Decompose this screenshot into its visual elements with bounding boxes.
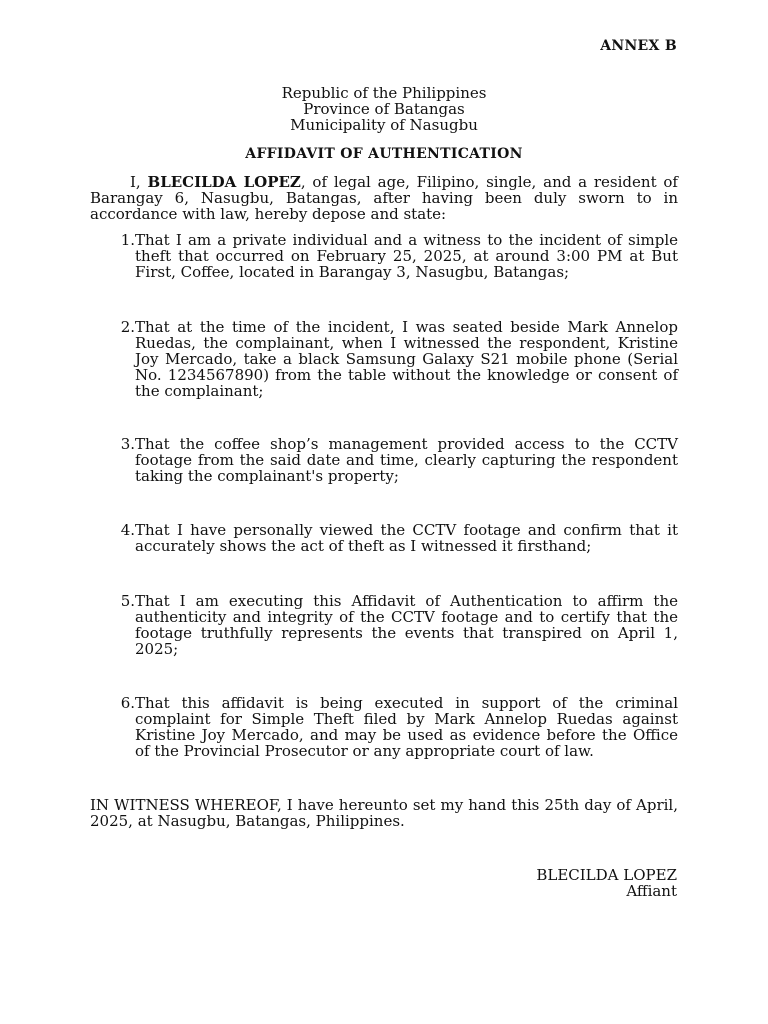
list-item-number: 1.: [120, 231, 135, 249]
signature-block: [536, 867, 677, 899]
document-header: [0, 85, 768, 133]
list-item: [90, 522, 678, 554]
witness-clause: IN WITNESS WHEREOF, I have hereunto set my hand this 25th day of April, 2025, at Nasugbu, Batangas, Philippines.: [90, 796, 678, 830]
list-item-number: 3.: [120, 435, 135, 453]
list-item-number: 2.: [120, 318, 135, 336]
document-title: AFFIDAVIT OF AUTHENTICATION: [245, 146, 523, 162]
intro-prefix: I,: [130, 173, 148, 191]
affiant-name: BLECILDA LOPEZ: [147, 173, 301, 191]
list-item-text: That the coffee shop’s management provided access to the CCTV footage from the said date and time, clearly capturing the respondent taking the complainant's property;: [135, 435, 678, 485]
list-item-text: That I am a private individual and a witness to the incident of simple theft that occurred on February 25, 2025, at around 3:00 PM at But First, Coffee, located in Barangay 3, Nasugbu, Batangas;: [135, 231, 678, 281]
list-item: [90, 593, 678, 657]
list-item-text: That I am executing this Affidavit of Authentication to affirm the authenticity and integrity of the CCTV footage and to certify that the footage truthfully represents the events that transpired on April 1, 2025;: [135, 592, 678, 658]
header-country: Republic of the Philippines: [281, 84, 487, 102]
intro-paragraph: [90, 174, 678, 222]
annex-label: ANNEX B: [600, 38, 677, 54]
list-item-text: That this affidavit is being executed in support of the criminal complaint for Simple Theft filed by Mark Annelop Ruedas against Kristine Joy Mercado, and may be used as evidence before the Office of the Provincial Prosecutor or any appropriate court of law.: [135, 694, 678, 760]
list-item-number: 5.: [120, 592, 135, 610]
intro-rest: , of legal age, Filipino, single, and a resident of Barangay 6, Nasugbu, Batangas, after having been duly sworn to in accordance with law, hereby depose and state:: [90, 173, 678, 223]
header-municipality: Municipality of Nasugbu: [290, 116, 478, 134]
list-item-number: 4.: [120, 521, 135, 539]
list-item-text: That at the time of the incident, I was seated beside Mark Annelop Ruedas, the complainant, when I witnessed the respondent, Kristine Joy Mercado, take a black Samsung Galaxy S21 mobile phone (Serial No. 1234567890) from the table without the knowledge or consent of the complainant;: [135, 318, 678, 400]
list-item-text: That I have personally viewed the CCTV footage and confirm that it accurately shows the act of theft as I witnessed it firsthand;: [135, 521, 678, 555]
signatory-role: Affiant: [626, 882, 677, 900]
list-item: [90, 232, 678, 280]
list-item: [90, 319, 678, 399]
list-item: [90, 436, 678, 484]
list-item-number: 6.: [120, 694, 135, 712]
header-province: Province of Batangas: [303, 100, 465, 118]
list-item: [90, 695, 678, 759]
signatory-name: BLECILDA LOPEZ: [536, 866, 677, 884]
